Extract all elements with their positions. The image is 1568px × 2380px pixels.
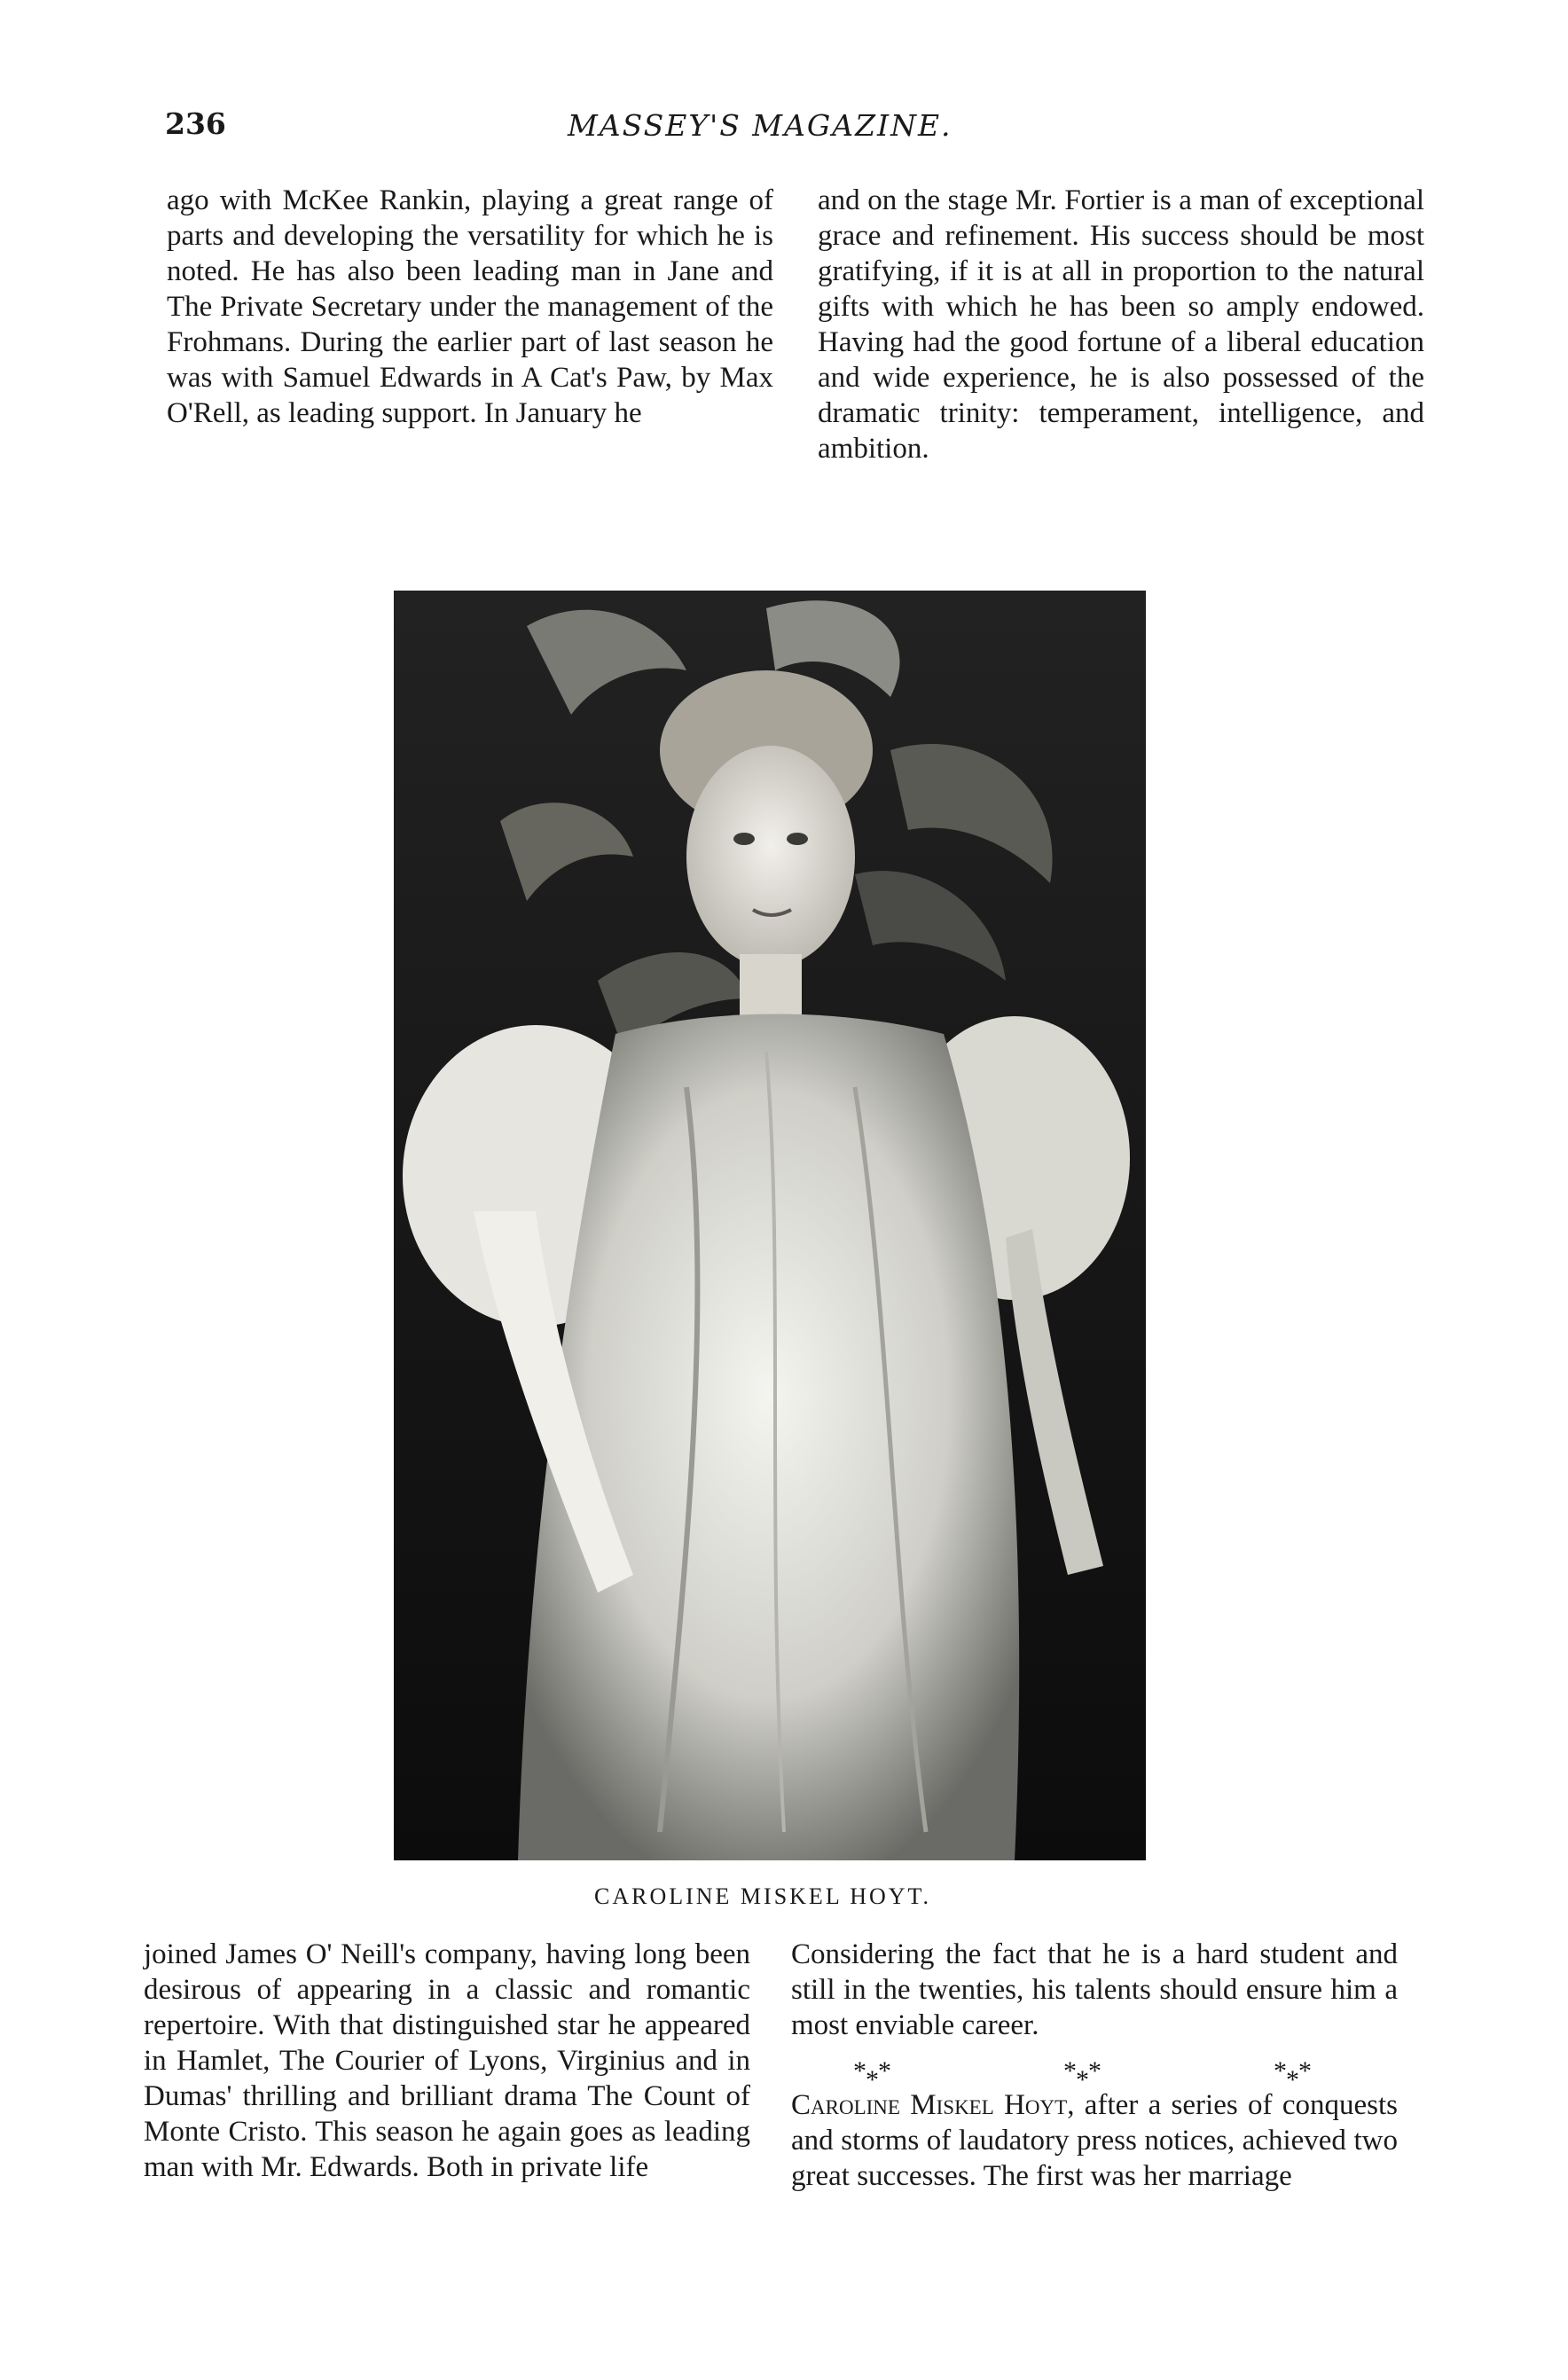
asterisk: * <box>1298 2056 1312 2086</box>
paragraph-text: joined James O' Neill's company, having long been desirous of appearing in a classic and romantic repertoire. With that distinguished star he appeared in Hamlet, The Courier of Lyons, Virginius and in Dumas' thrilling and brilliant drama The Count of Monte Cristo. This season he again goes as leading man with Mr. Edwards. Both in private life <box>144 1938 750 2183</box>
page-number: 236 <box>165 106 226 141</box>
photo-caption: CAROLINE MISKEL HOYT. <box>593 1883 932 1909</box>
portrait-photograph <box>394 591 1146 1860</box>
asterisk: * <box>866 2065 879 2094</box>
article-column-top-left <box>167 183 773 431</box>
article-column-bottom-left <box>144 1937 750 2185</box>
asterisk: * <box>1063 2056 1077 2086</box>
running-head: MASSEY'S MAGAZINE. <box>568 108 953 143</box>
section-break-asterisms <box>791 2048 1398 2094</box>
paragraph-text: Considering the fact that he is a hard student and still in the twenties, his talents should ensure him a most enviable career. <box>791 1938 1398 2041</box>
subject-name: Caroline Miskel Hoyt, <box>791 2089 1075 2121</box>
asterism <box>853 2048 906 2094</box>
asterisk: * <box>1076 2065 1089 2094</box>
asterism <box>1274 2048 1327 2094</box>
paragraph-text <box>791 2087 1398 2194</box>
asterisk: * <box>1286 2065 1299 2094</box>
article-column-top-right <box>818 183 1424 466</box>
paragraph-continuation: after a series of conquests and storms of laudatory press notices, achieved two great successes. The first was her marriage <box>791 2089 1398 2192</box>
asterisk: * <box>1088 2056 1102 2086</box>
asterisk: * <box>853 2056 866 2086</box>
portrait-illustration <box>394 591 1146 1860</box>
paragraph-text: ago with McKee Rankin, playing a great range of parts and developing the versatility for which he is noted. He has also been leading man in Jane and The Private Secretary under the management of the Frohmans. During the earlier part of last season he was with Samuel Edwards in A Cat's Paw, by Max O'Rell, as leading support. In January he <box>167 184 773 429</box>
asterisk: * <box>1274 2056 1287 2086</box>
article-column-bottom-right <box>791 1937 1398 2194</box>
asterisk: * <box>878 2056 891 2086</box>
paragraph-text: and on the stage Mr. Fortier is a man of exceptional grace and refinement. His success should be most gratifying, if it is at all in proportion to the natural gifts with which he has been so amply endowed. Having had the good fortune of a liberal education and wide experience, he is also possessed of the dramatic trinity: temperament, intelligence, and ambition. <box>818 184 1424 465</box>
asterism <box>1063 2048 1117 2094</box>
